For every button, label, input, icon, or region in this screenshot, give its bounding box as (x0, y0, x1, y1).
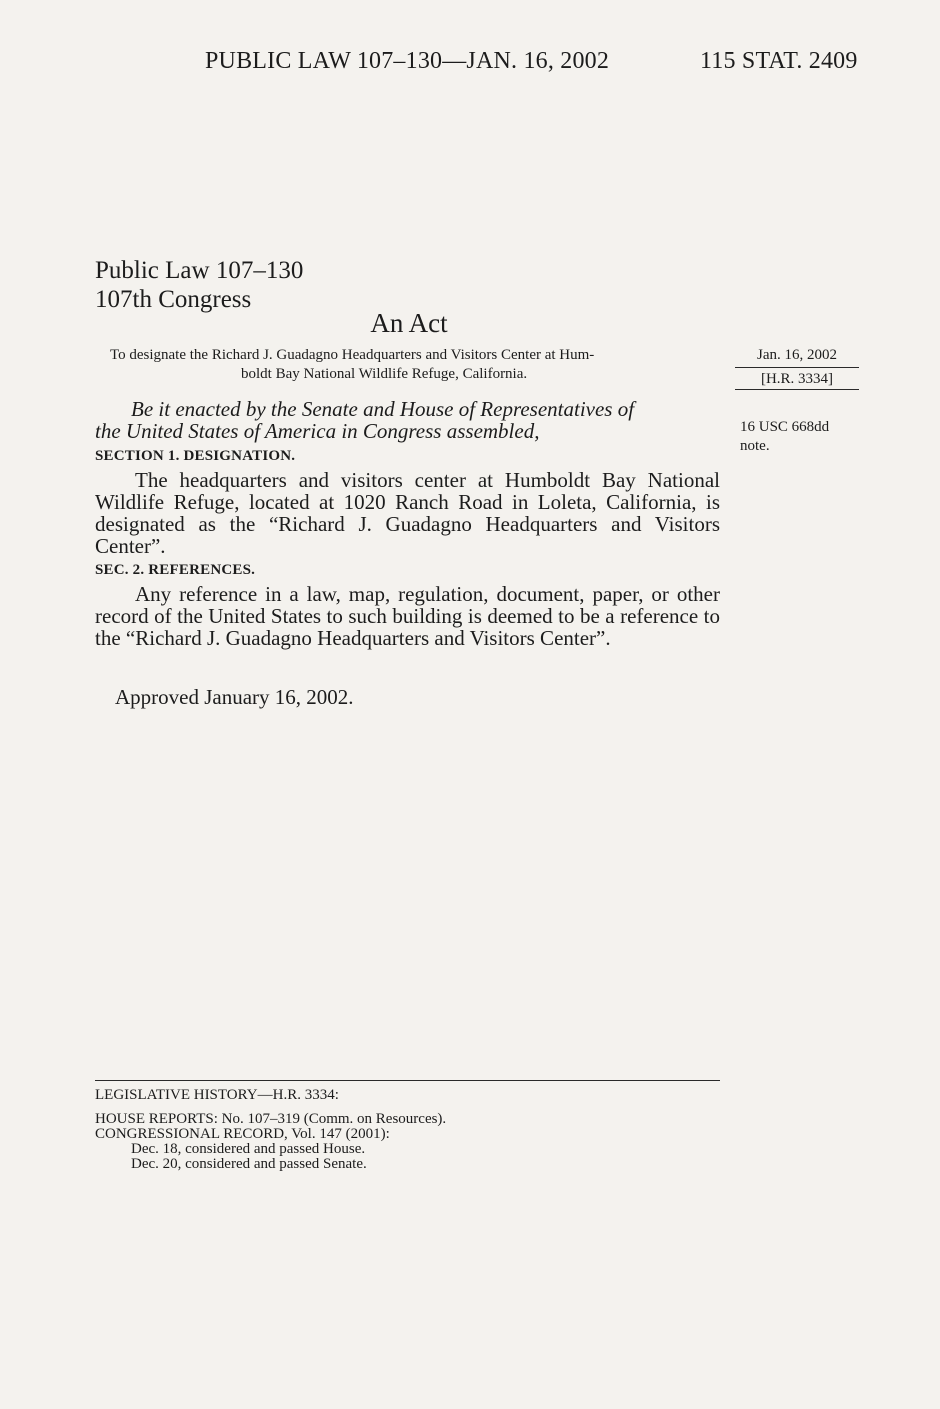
margin-note-date (735, 346, 859, 390)
purpose-line-2: boldt Bay National Wildlife Refuge, California. (241, 366, 528, 382)
footnote-divider (95, 1080, 720, 1081)
legislative-history (95, 1088, 446, 1172)
section-2-heading: SEC. 2. REFERENCES. (95, 562, 256, 578)
running-head-stat-page: 115 STAT. 2409 (700, 48, 858, 74)
house-action: Dec. 18, considered and passed House. (131, 1141, 366, 1157)
enacting-line-1: Be it enacted by the Senate and House of Representatives of (131, 397, 635, 421)
house-reports: HOUSE REPORTS: No. 107–319 (Comm. on Resources). (95, 1111, 447, 1127)
law-title-block (95, 256, 303, 314)
section-2-text: Any reference in a law, map, regulation, document, paper, or other record of the United States to such building is deemed to be a reference to the “Richard J. Guadagno Headquarters and Visitors Center”. (95, 582, 720, 650)
section-1-text: The headquarters and visitors center at Humboldt Bay National Wildlife Refuge, located at 1020 Ranch Road in Loleta, California, is designated as the “Richard J. Guadagno Headquarters and Visitors Center”. (95, 468, 720, 558)
enacting-clause (95, 398, 720, 442)
margin-usc-citation: 16 USC 668dd (740, 419, 830, 435)
margin-usc-note: note. (740, 438, 770, 454)
congressional-record: CONGRESSIONAL RECORD, Vol. 147 (2001): (95, 1126, 390, 1142)
running-head-citation: PUBLIC LAW 107–130—JAN. 16, 2002 (205, 48, 610, 74)
margin-note-usc (740, 418, 864, 456)
enacting-line-2: the United States of America in Congress assembled, (95, 419, 540, 443)
senate-action: Dec. 20, considered and passed Senate. (131, 1156, 367, 1172)
purpose-caption (110, 346, 710, 384)
margin-rule (735, 367, 859, 368)
purpose-line-1: To designate the Richard J. Guadagno Headquarters and Visitors Center at Hum- (110, 347, 595, 363)
approval-date: Approved January 16, 2002. (115, 685, 354, 709)
margin-rule-bottom (735, 389, 859, 390)
congress-number: 107th Congress (95, 286, 252, 313)
legislative-history-title: LEGISLATIVE HISTORY—H.R. 3334: (95, 1087, 339, 1103)
margin-bill-number: [H.R. 3334] (760, 371, 834, 387)
margin-date: Jan. 16, 2002 (757, 347, 837, 363)
public-law-number: Public Law 107–130 (95, 257, 304, 284)
act-heading: An Act (370, 308, 448, 338)
section-1-heading: SECTION 1. DESIGNATION. (95, 448, 296, 464)
